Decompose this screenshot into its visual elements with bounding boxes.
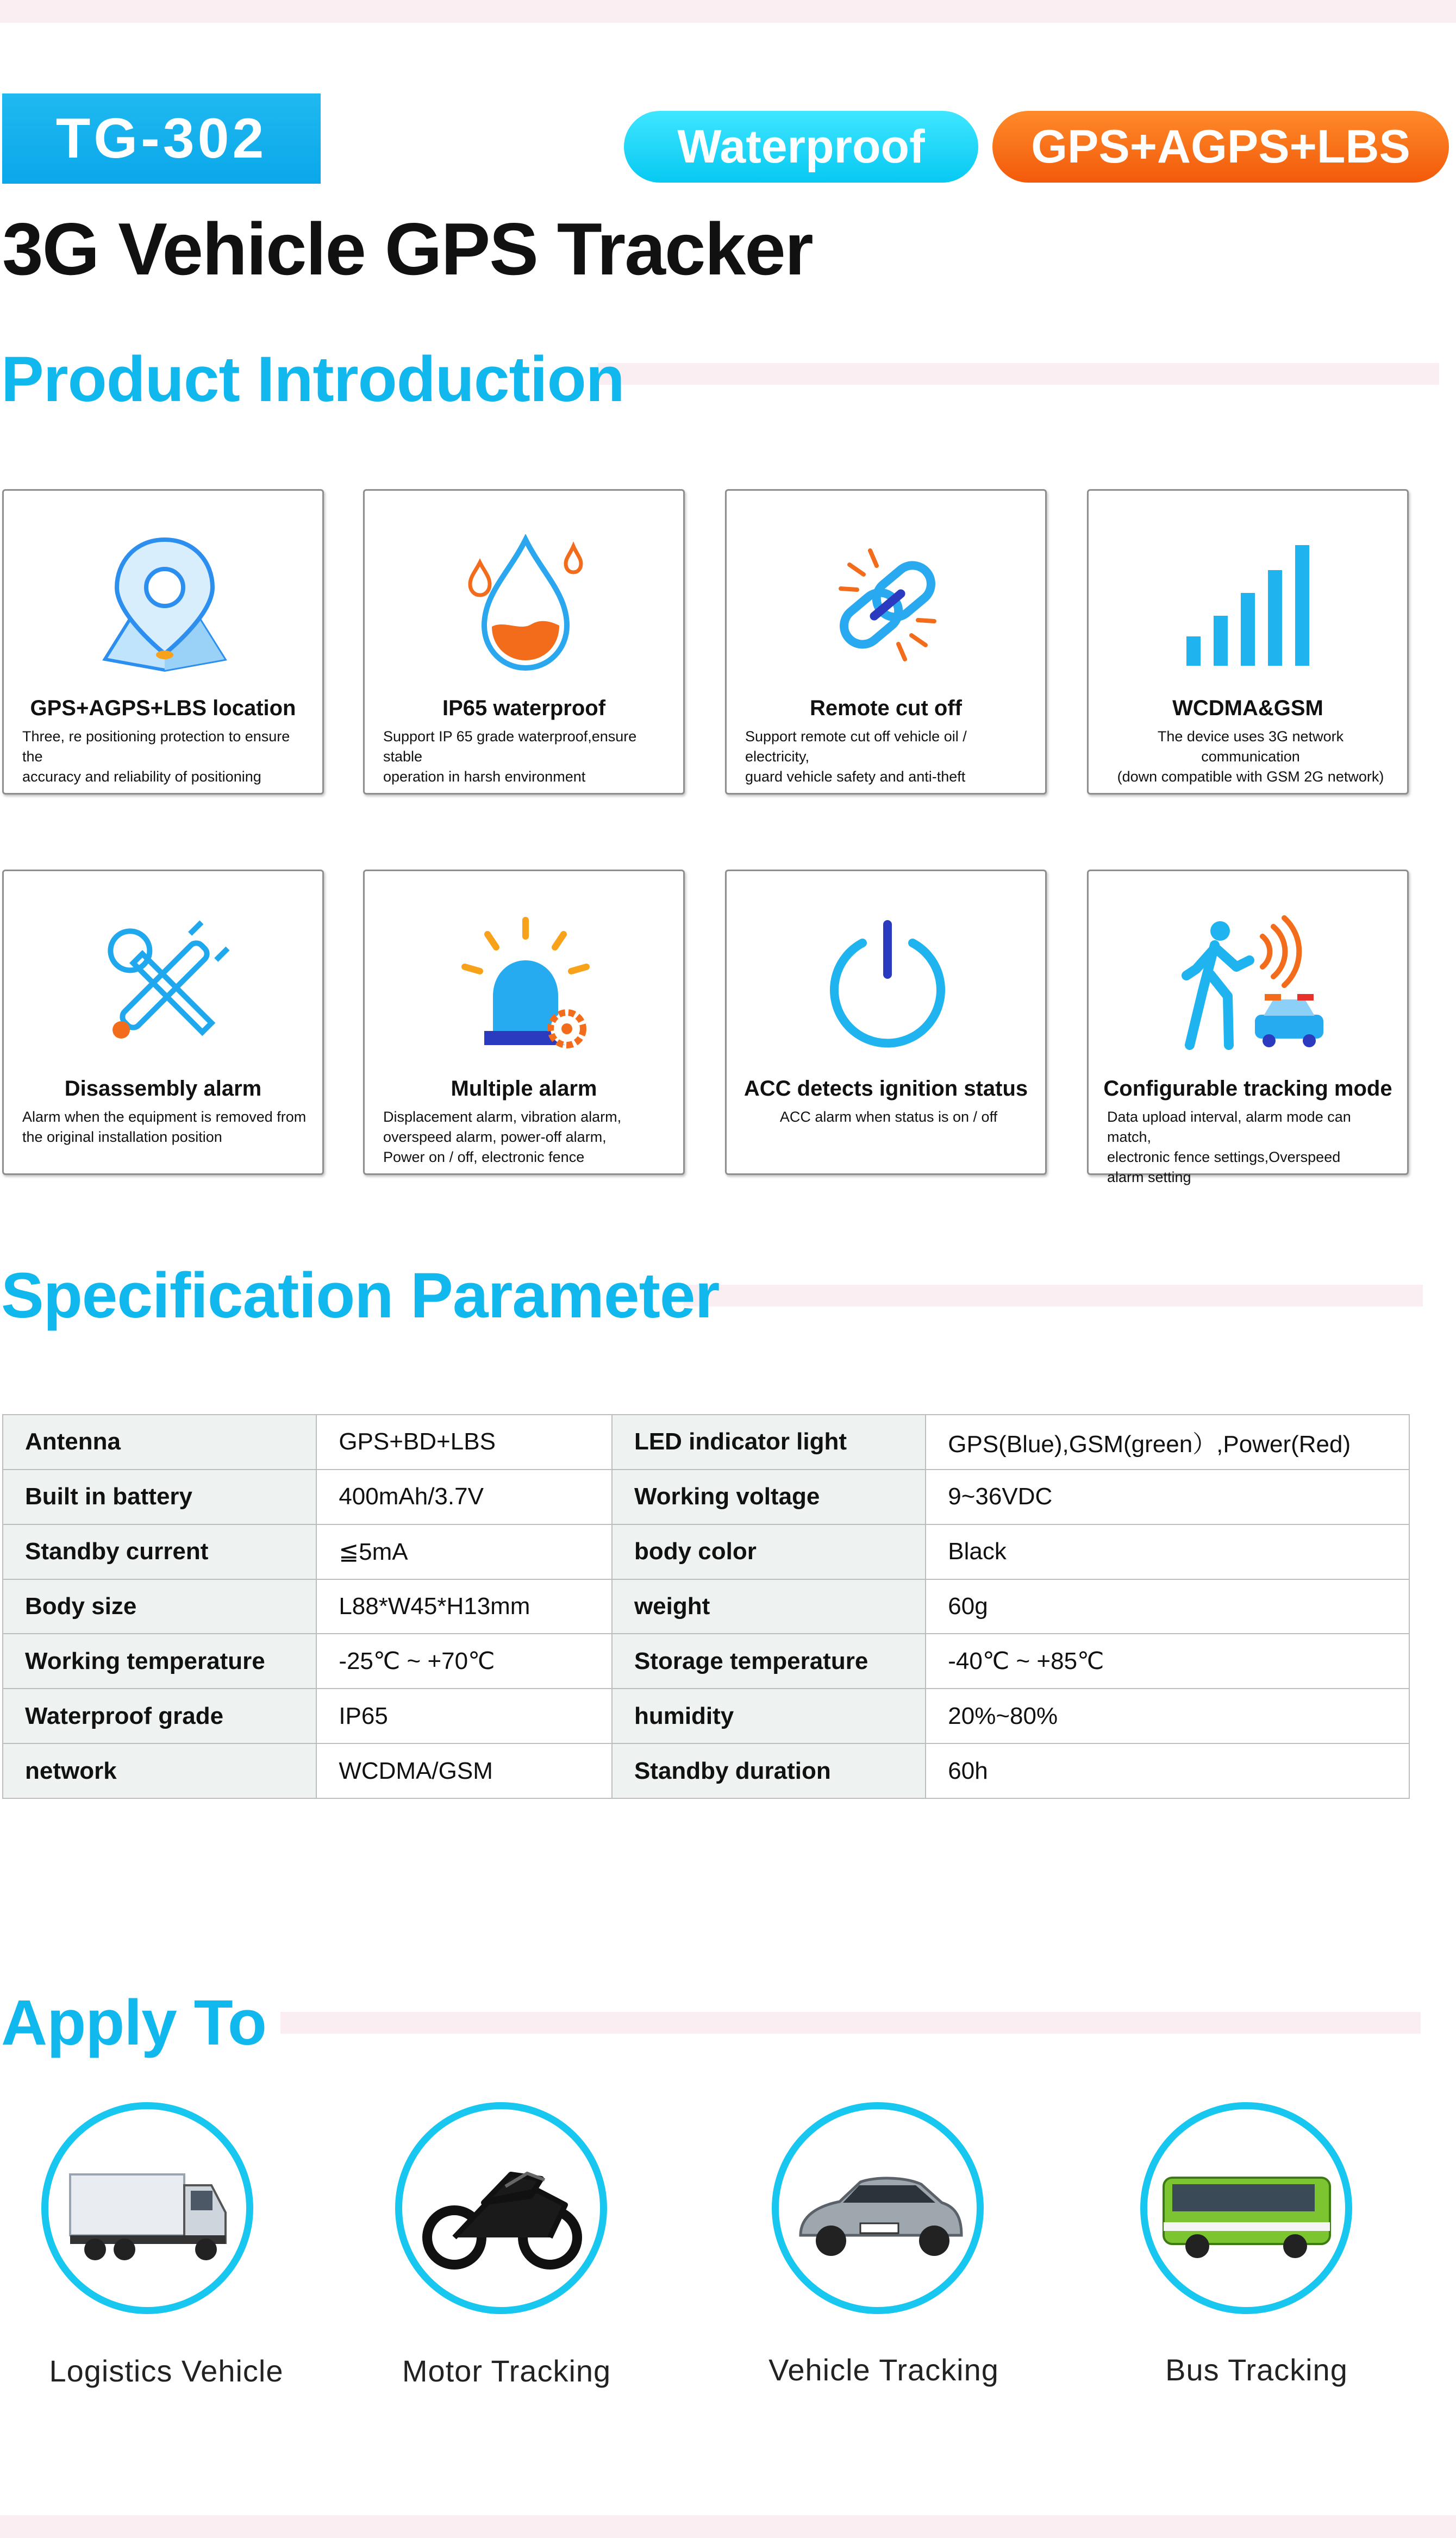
feature-title: Multiple alarm (451, 1077, 597, 1101)
power-icon (806, 915, 969, 1056)
apply-label: Bus Tracking (1165, 2353, 1348, 2387)
table-row: Working temperature -25℃ ~ +70℃ Storage temperature -40℃ ~ +85℃ (3, 1634, 1409, 1689)
sports-car-icon (779, 2109, 977, 2307)
tools-icon (83, 915, 246, 1056)
intro-rule (598, 363, 1439, 385)
feature-desc: Support remote cut off vehicle oil / electricity, guard vehicle safety and anti-theft (745, 728, 967, 785)
apply-label: Logistics Vehicle (49, 2354, 284, 2388)
feature-card-location (2, 489, 324, 795)
feature-card-waterproof (363, 489, 685, 795)
apply-label: Vehicle Tracking (768, 2353, 999, 2387)
apply-item-vehicle (772, 2102, 984, 2314)
feature-desc: The device uses 3G network communication (down compatible with GSM 2G network) (1117, 728, 1384, 785)
feature-desc: Alarm when the equipment is removed from the original installation position (22, 1109, 307, 1145)
map-pin-icon (83, 534, 246, 676)
bus-icon (1147, 2109, 1345, 2307)
apply-label: Motor Tracking (402, 2354, 611, 2388)
water-drop-icon (444, 534, 607, 676)
feature-title: Disassembly alarm (64, 1077, 262, 1101)
feature-title: Configurable tracking mode (1103, 1077, 1392, 1101)
feature-title: IP65 waterproof (442, 696, 606, 720)
table-row: Standby current ≦5mA body color Black (3, 1524, 1409, 1579)
apply-item-motor (395, 2102, 607, 2314)
alarm-beacon-icon (444, 915, 607, 1056)
feature-card-disassembly (2, 870, 324, 1175)
broken-link-icon (806, 534, 969, 676)
feature-title: Remote cut off (810, 696, 962, 720)
signal-bars-icon (1168, 534, 1331, 676)
motorcycle-icon (402, 2109, 600, 2307)
waterproof-badge: Waterproof (624, 111, 978, 183)
table-row: network WCDMA/GSM Standby duration 60h (3, 1743, 1409, 1798)
walking-person-car-icon (1168, 915, 1331, 1056)
table-row: Built in battery 400mAh/3.7V Working voltage 9~36VDC (3, 1470, 1409, 1524)
apply-rule (280, 2012, 1421, 2034)
feature-card-network (1087, 489, 1409, 795)
feature-card-remote-cutoff (725, 489, 1047, 795)
bottom-divider (0, 2515, 1456, 2538)
spec-table (2, 1414, 1410, 1799)
top-divider (0, 0, 1456, 23)
feature-card-tracking-mode (1087, 870, 1409, 1185)
feature-desc: Displacement alarm, vibration alarm, overspeed alarm, power-off alarm, Power on / off, electronic fence (383, 1109, 622, 1165)
feature-title: GPS+AGPS+LBS location (30, 696, 296, 720)
apply-item-logistics (41, 2102, 253, 2314)
feature-desc: Data upload interval, alarm mode can match, electronic fence settings,Overspeed alarm setting (1107, 1109, 1351, 1185)
feature-card-acc (725, 870, 1047, 1175)
intro-heading: Product Introduction (1, 343, 624, 415)
spec-heading: Specification Parameter (1, 1260, 720, 1331)
feature-desc: Support IP 65 grade waterproof,ensure stable operation in harsh environment (383, 728, 637, 785)
positioning-badge: GPS+AGPS+LBS (992, 111, 1449, 183)
page-title: 3G Vehicle GPS Tracker (2, 208, 813, 290)
apply-heading: Apply To (1, 1987, 266, 2059)
spec-rule (684, 1285, 1423, 1306)
table-row: Antenna GPS+BD+LBS LED indicator light GPS(Blue),GSM(green）,Power(Red) (3, 1415, 1409, 1470)
feature-desc: ACC alarm when status is on / off (779, 1109, 998, 1125)
feature-card-multiple-alarm (363, 870, 685, 1175)
model-tag: TG-302 (2, 93, 321, 184)
apply-item-bus (1140, 2102, 1352, 2314)
feature-desc: Three, re positioning protection to ensure the accuracy and reliability of positioning (22, 728, 290, 785)
feature-title: ACC detects ignition status (743, 1077, 1028, 1101)
table-row: Body size L88*W45*H13mm weight 60g (3, 1579, 1409, 1634)
table-row: Waterproof grade IP65 humidity 20%~80% (3, 1689, 1409, 1743)
truck-icon (48, 2109, 246, 2307)
feature-title: WCDMA&GSM (1172, 696, 1323, 720)
